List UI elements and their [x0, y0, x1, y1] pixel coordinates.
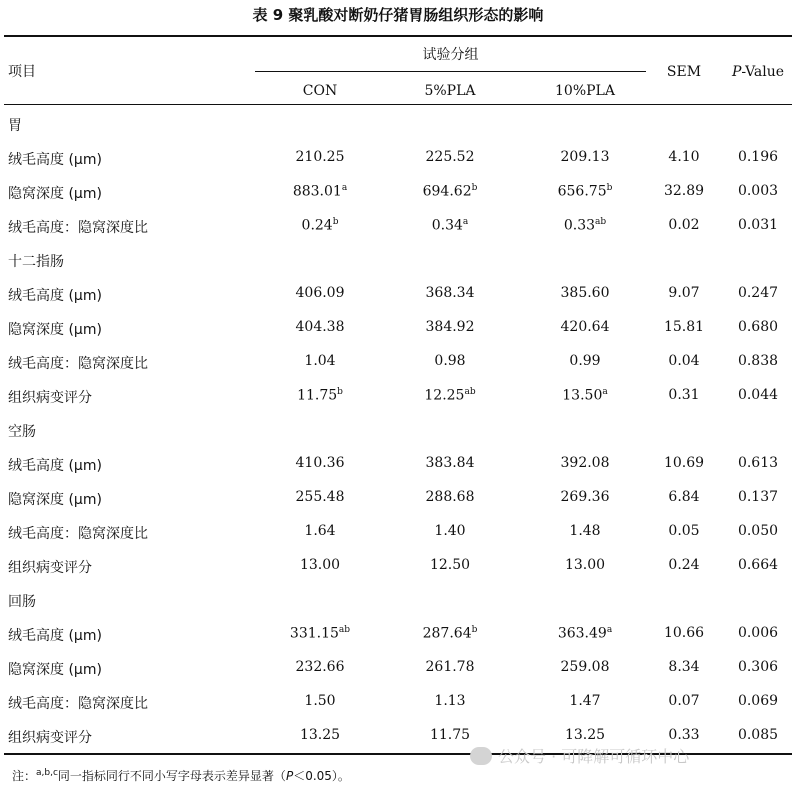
cell-p-value: 0.196 — [737, 149, 779, 165]
cell-pla5 — [385, 319, 515, 335]
cell-value: 694.62 — [422, 183, 472, 200]
cell-value: 656.75 — [557, 183, 607, 200]
cell-con — [255, 285, 385, 301]
table-row — [0, 481, 796, 515]
cell-value: 13.00 — [299, 557, 341, 573]
table-header-rule — [4, 104, 792, 105]
cell-value: 0.98 — [434, 353, 466, 369]
header-p-value — [722, 63, 794, 81]
cell-value: 209.13 — [560, 149, 610, 165]
cell-sem: 0.05 — [668, 523, 700, 539]
cell-pla10 — [520, 455, 650, 471]
row-label: 绒毛高度 (μm) — [8, 152, 102, 168]
cell-p-value: 0.085 — [737, 727, 779, 743]
cell-value: 13.00 — [564, 557, 606, 573]
cell-value: 404.38 — [295, 319, 345, 335]
cell-value: 13.25 — [299, 727, 341, 743]
cell-value: 288.68 — [425, 489, 475, 505]
cell-value: 210.25 — [295, 149, 345, 165]
cell-p-value: 0.003 — [737, 183, 779, 199]
cell-value: 12.25 — [424, 387, 465, 404]
significance-letter: a — [602, 387, 608, 397]
footnote-prefix: 注： — [12, 769, 37, 783]
cell-p-value: 0.664 — [737, 557, 779, 573]
cell-sem: 6.84 — [668, 489, 700, 505]
cell-value: 1.64 — [304, 523, 336, 539]
cell-con — [255, 625, 385, 642]
cell-value: 410.36 — [295, 455, 345, 471]
cell-pla10 — [520, 727, 650, 743]
cell-con — [255, 319, 385, 335]
cell-value: 883.01 — [292, 183, 342, 200]
cell-sem: 0.04 — [668, 353, 700, 369]
cell-pla5 — [385, 149, 515, 165]
cell-pla10 — [520, 319, 650, 335]
table-row — [0, 175, 796, 209]
cell-sem: 9.07 — [668, 285, 700, 301]
cell-pla5 — [385, 217, 515, 234]
cell-value: 1.48 — [569, 523, 601, 539]
cell-con — [255, 455, 385, 471]
cell-value: 1.04 — [304, 353, 336, 369]
cell-value: 1.50 — [304, 693, 336, 709]
significance-letter: a — [606, 625, 613, 635]
cell-pla10 — [520, 557, 650, 573]
row-label: 绒毛高度：隐窝深度比 — [8, 220, 148, 236]
cell-con — [255, 183, 385, 200]
cell-p-value: 0.306 — [737, 659, 779, 675]
table-row — [0, 141, 796, 175]
cell-sem: 0.07 — [668, 693, 700, 709]
cell-value: 12.50 — [429, 557, 471, 573]
cell-con — [255, 727, 385, 743]
cell-p-value: 0.069 — [737, 693, 779, 709]
row-label: 隐窝深度 (μm) — [8, 186, 102, 202]
header-p-symbol: P — [731, 64, 742, 80]
cell-value: 385.60 — [560, 285, 610, 301]
cell-value: 0.99 — [569, 353, 601, 369]
cell-value: 11.75 — [429, 727, 471, 743]
cell-pla10 — [520, 353, 650, 369]
cell-pla5 — [385, 727, 515, 743]
cell-con — [255, 659, 385, 675]
cell-pla5 — [385, 183, 515, 200]
table-row — [0, 617, 796, 651]
significance-letter: b — [332, 217, 339, 227]
cell-sem: 15.81 — [663, 319, 705, 335]
cell-pla5 — [385, 523, 515, 539]
cell-p-value: 0.137 — [737, 489, 779, 505]
significance-letter: b — [606, 183, 613, 193]
cell-p-value: 0.006 — [737, 625, 779, 641]
row-label: 绒毛高度 (μm) — [8, 628, 102, 644]
cell-sem: 0.02 — [668, 217, 700, 233]
cell-p-value: 0.031 — [737, 217, 779, 233]
row-label: 绒毛高度 (μm) — [8, 458, 102, 474]
cell-con — [255, 557, 385, 573]
cell-pla10 — [520, 489, 650, 505]
cell-sem: 4.10 — [668, 149, 700, 165]
cell-value: 269.36 — [560, 489, 610, 505]
cell-pla10 — [520, 149, 650, 165]
cell-sem: 10.69 — [663, 455, 705, 471]
cell-value: 384.92 — [425, 319, 475, 335]
footnote-sup: a,b,c — [36, 768, 58, 778]
cell-pla5 — [385, 353, 515, 369]
header-p-suffix: -Value — [741, 64, 785, 80]
table-row — [0, 651, 796, 685]
cell-pla5 — [385, 625, 515, 642]
cell-con — [255, 489, 385, 505]
row-label: 绒毛高度：隐窝深度比 — [8, 526, 148, 542]
cell-pla5 — [385, 285, 515, 301]
table-top-rule — [4, 35, 792, 37]
section-label: 胃 — [8, 118, 22, 134]
cell-sem: 32.89 — [663, 183, 705, 199]
cell-pla5 — [385, 659, 515, 675]
header-group: 试验分组 — [422, 47, 479, 63]
cell-sem: 0.33 — [668, 727, 700, 743]
footnote-text: 同一指标同行不同小写字母表示差异显著（ — [57, 769, 286, 783]
row-label: 组织病变评分 — [8, 390, 92, 406]
cell-pla10 — [520, 285, 650, 301]
cell-pla10 — [520, 217, 650, 234]
cell-sem: 8.34 — [668, 659, 700, 675]
cell-value: 232.66 — [295, 659, 345, 675]
table-row — [0, 447, 796, 481]
cell-value: 255.48 — [295, 489, 345, 505]
cell-pla10 — [520, 183, 650, 200]
cell-pla5 — [385, 387, 515, 404]
header-sem: SEM — [666, 64, 702, 80]
section-label: 回肠 — [8, 594, 36, 610]
table-row — [0, 209, 796, 243]
header-con: CON — [302, 83, 338, 99]
watermark — [470, 744, 689, 767]
header-10pla: 10%PLA — [555, 83, 615, 99]
significance-letter: b — [471, 625, 478, 635]
footnote-threshold: ＜0.05）。 — [293, 769, 350, 783]
cell-value: 1.13 — [434, 693, 466, 709]
cell-value: 13.50 — [562, 387, 603, 404]
row-label: 绒毛高度 (μm) — [8, 288, 102, 304]
cell-value: 225.52 — [425, 149, 475, 165]
cell-value: 363.49 — [557, 625, 607, 642]
significance-letter: a — [341, 183, 348, 193]
cell-sem: 0.24 — [668, 557, 700, 573]
row-label: 绒毛高度：隐窝深度比 — [8, 696, 148, 712]
cell-p-value: 0.613 — [737, 455, 779, 471]
significance-letter: ab — [338, 625, 351, 635]
section-row — [0, 413, 796, 447]
cell-value: 406.09 — [295, 285, 345, 301]
header-item: 项目 — [8, 64, 36, 80]
cell-p-value: 0.680 — [737, 319, 779, 335]
table-row — [0, 379, 796, 413]
cell-value: 259.08 — [560, 659, 610, 675]
watermark-text: 公众号 · 可降解可循环中心 — [498, 747, 690, 766]
cell-con — [255, 353, 385, 369]
cell-value: 287.64 — [422, 625, 472, 642]
section-row — [0, 243, 796, 277]
footnote-p-symbol: P — [285, 769, 294, 783]
row-label: 隐窝深度 (μm) — [8, 662, 102, 678]
header-5pla: 5%PLA — [424, 83, 476, 99]
cell-con — [255, 217, 385, 234]
significance-letter: ab — [595, 217, 607, 227]
cell-value: 0.34 — [431, 217, 463, 234]
table-row — [0, 549, 796, 583]
cell-value: 1.47 — [569, 693, 601, 709]
cell-p-value: 0.838 — [737, 353, 779, 369]
cell-sem: 0.31 — [668, 387, 700, 403]
cell-pla5 — [385, 455, 515, 471]
cell-pla10 — [520, 523, 650, 539]
section-label: 空肠 — [8, 424, 36, 440]
significance-letter: a — [462, 217, 469, 227]
cell-sem: 10.66 — [663, 625, 705, 641]
table-row — [0, 345, 796, 379]
cell-con — [255, 387, 385, 404]
cell-p-value: 0.247 — [737, 285, 779, 301]
row-label: 组织病变评分 — [8, 560, 92, 576]
cell-value: 1.40 — [434, 523, 466, 539]
cell-con — [255, 523, 385, 539]
cell-p-value: 0.044 — [737, 387, 779, 403]
group-header-rule — [255, 71, 646, 72]
row-label: 隐窝深度 (μm) — [8, 322, 102, 338]
cell-pla10 — [520, 659, 650, 675]
row-label: 绒毛高度：隐窝深度比 — [8, 356, 148, 372]
cell-value: 368.34 — [425, 285, 475, 301]
cell-pla5 — [385, 557, 515, 573]
table-row — [0, 685, 796, 719]
table-row — [0, 277, 796, 311]
cell-value: 261.78 — [425, 659, 475, 675]
cell-pla5 — [385, 693, 515, 709]
cell-value: 11.75 — [297, 387, 338, 404]
significance-letter: b — [337, 387, 343, 397]
section-row — [0, 583, 796, 617]
cell-value: 331.15 — [289, 625, 339, 642]
cell-value: 420.64 — [560, 319, 610, 335]
table-row — [0, 515, 796, 549]
table-footnote — [12, 767, 350, 784]
significance-letter: ab — [464, 387, 476, 397]
significance-letter: b — [471, 183, 478, 193]
cell-pla10 — [520, 625, 650, 642]
cell-p-value: 0.050 — [737, 523, 779, 539]
table-row — [0, 311, 796, 345]
wechat-icon — [470, 747, 492, 765]
cell-con — [255, 693, 385, 709]
cell-pla10 — [520, 387, 650, 404]
table-caption: 表 9 聚乳酸对断奶仔猪胃肠组织形态的影响 — [252, 6, 544, 24]
section-row — [0, 107, 796, 141]
cell-pla10 — [520, 693, 650, 709]
cell-con — [255, 149, 385, 165]
cell-value: 383.84 — [425, 455, 475, 471]
cell-pla5 — [385, 489, 515, 505]
section-label: 十二指肠 — [8, 254, 64, 270]
cell-value: 0.33 — [563, 217, 596, 234]
cell-value: 13.25 — [564, 727, 606, 743]
row-label: 隐窝深度 (μm) — [8, 492, 102, 508]
cell-value: 392.08 — [560, 455, 610, 471]
row-label: 组织病变评分 — [8, 730, 92, 746]
cell-value: 0.24 — [301, 217, 333, 234]
